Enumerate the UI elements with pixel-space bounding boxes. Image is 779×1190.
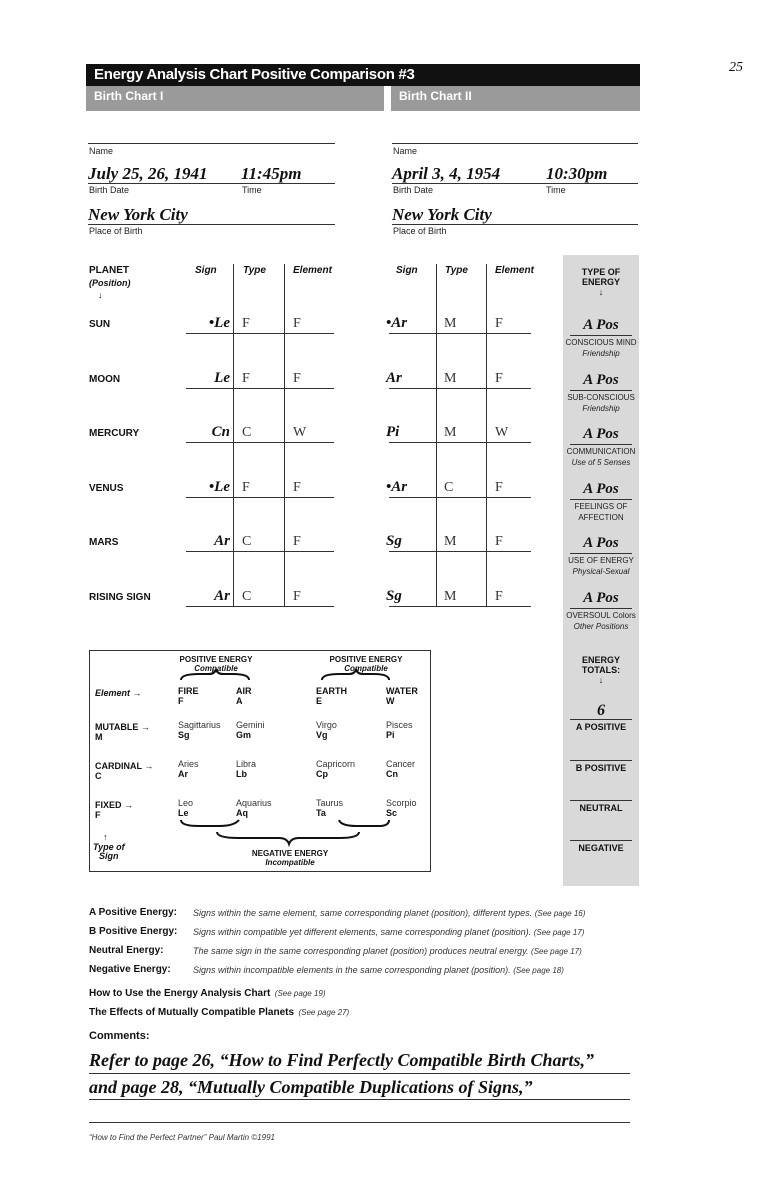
element-cell-1: F bbox=[293, 589, 301, 604]
name-line-2 bbox=[392, 143, 638, 144]
type-cell-2: M bbox=[444, 589, 457, 604]
energy-line bbox=[570, 499, 632, 500]
planet-label: VENUS bbox=[89, 483, 124, 494]
birth-date-1: July 25, 26, 1941 bbox=[88, 164, 208, 183]
type-of-energy-header: TYPE OF ENERGY ↓ bbox=[563, 267, 639, 297]
name-label-2: Name bbox=[393, 146, 418, 156]
col-divider bbox=[233, 264, 234, 606]
right-arrow-icon: → bbox=[144, 761, 154, 771]
comments-label: Comments: bbox=[89, 1030, 150, 1042]
type-cell-1: C bbox=[242, 425, 252, 440]
place-line-1 bbox=[88, 224, 335, 225]
sign-cell-1: Ar bbox=[214, 533, 230, 549]
birth-date-label-2: Birth Date bbox=[393, 185, 434, 195]
right-arrow-icon: → bbox=[132, 688, 142, 698]
zodiac-sign: Taurus Ta bbox=[316, 798, 344, 818]
type-cell-2: M bbox=[444, 316, 457, 331]
type-cell-2: M bbox=[444, 371, 457, 386]
sign-cell-1: •Le bbox=[208, 479, 230, 495]
total-line bbox=[570, 800, 632, 801]
place-2: New York City bbox=[392, 205, 492, 224]
zodiac-sign: Capricorn Cp bbox=[316, 759, 356, 779]
zodiac-sign: Scorpio Sc bbox=[386, 798, 417, 818]
a-positive-total: 6 bbox=[597, 702, 605, 719]
sign-cell-2: Ar bbox=[386, 370, 402, 386]
zodiac-sign: Aquarius Aq bbox=[236, 798, 272, 818]
energy-type: A Pos bbox=[583, 590, 619, 606]
compat-row-label: Element → bbox=[95, 688, 142, 698]
legend-definition: The same sign in the same corresponding planet (position) produces neutral energy. (See page 17) bbox=[193, 946, 582, 956]
row-line bbox=[186, 333, 334, 334]
comment-rule bbox=[89, 1073, 630, 1074]
element-cell-2: F bbox=[495, 480, 503, 495]
element-heading: AIR A bbox=[236, 686, 252, 706]
zodiac-sign: Aries Ar bbox=[178, 759, 199, 779]
col-divider bbox=[436, 264, 437, 606]
zodiac-sign: Virgo Vg bbox=[316, 720, 337, 740]
row-line bbox=[389, 606, 531, 607]
birth-chart-1-label: Birth Chart I bbox=[94, 89, 164, 103]
planet-label: SUN bbox=[89, 319, 111, 330]
right-arrow-icon: → bbox=[124, 800, 134, 810]
planet-label: MERCURY bbox=[89, 428, 140, 439]
type-header-1: Type bbox=[243, 265, 266, 276]
comment-rule bbox=[89, 1122, 630, 1123]
place-label-1: Place of Birth bbox=[89, 226, 143, 236]
energy-type: A Pos bbox=[583, 481, 619, 497]
planet-label: MOON bbox=[89, 374, 121, 385]
sign-cell-1: Cn bbox=[211, 424, 230, 440]
type-cell-1: C bbox=[242, 589, 252, 604]
zodiac-sign: Cancer Cn bbox=[386, 759, 416, 779]
birth-date-line-1 bbox=[88, 183, 335, 184]
compat-row-label: CARDINAL → C bbox=[95, 761, 154, 781]
element-cell-1: F bbox=[293, 534, 301, 549]
birth-date-label-1: Birth Date bbox=[89, 185, 130, 195]
legend-definition: Signs within incompatible elements in the same corresponding planet (position). (See page 18) bbox=[193, 965, 564, 975]
element-cell-1: F bbox=[293, 371, 301, 386]
zodiac-sign: Libra Lb bbox=[236, 759, 257, 779]
row-line bbox=[389, 551, 531, 552]
element-cell-1: W bbox=[293, 425, 307, 440]
down-arrow-icon: ↓ bbox=[598, 675, 604, 685]
energy-type: A Pos bbox=[583, 426, 619, 442]
total-line bbox=[570, 840, 632, 841]
energy-description: SUB-CONSCIOUS Friendship bbox=[567, 393, 635, 413]
place-1: New York City bbox=[88, 205, 188, 224]
down-arrow-icon: ↓ bbox=[598, 287, 604, 297]
element-cell-1: F bbox=[293, 480, 301, 495]
name-line-1 bbox=[88, 143, 335, 144]
element-heading: EARTH E bbox=[316, 686, 347, 706]
element-cell-2: F bbox=[495, 371, 503, 386]
element-cell-1: F bbox=[293, 316, 301, 331]
place-line-2 bbox=[392, 224, 638, 225]
birth-chart-2-label: Birth Chart II bbox=[399, 89, 472, 103]
type-of-sign-label: ↑ Type of Sign bbox=[89, 832, 125, 861]
element-cell-2: F bbox=[495, 316, 503, 331]
zodiac-sign: Sagittarius Sg bbox=[178, 720, 221, 740]
zodiac-sign: Leo Le bbox=[178, 798, 194, 818]
row-line bbox=[186, 551, 334, 552]
negative-label: NEGATIVE bbox=[578, 843, 624, 853]
up-arrow-icon: ↑ bbox=[103, 832, 108, 842]
type-cell-1: C bbox=[242, 534, 252, 549]
negative-energy-label: NEGATIVE ENERGY Incompatible bbox=[251, 849, 329, 867]
sign-cell-2: Sg bbox=[386, 533, 402, 549]
zodiac-sign: Gemini Gm bbox=[236, 720, 265, 740]
sign-cell-1: Le bbox=[214, 370, 230, 386]
sign-cell-2: •Ar bbox=[386, 315, 408, 331]
sign-cell-1: •Le bbox=[208, 315, 230, 331]
birth-date-line-2 bbox=[392, 183, 638, 184]
page-title: Energy Analysis Chart Positive Comparison #3 bbox=[94, 66, 415, 83]
energy-description: FEELINGS OF AFFECTION bbox=[574, 502, 628, 522]
legend-term: Neutral Energy: bbox=[89, 945, 164, 956]
type-cell-1: F bbox=[242, 316, 250, 331]
name-label-1: Name bbox=[89, 146, 114, 156]
legend-definition: Signs within the same element, same corresponding planet (position), different types. (See page 16) bbox=[193, 908, 586, 918]
energy-description: USE OF ENERGY Physical-Sexual bbox=[568, 556, 634, 576]
energy-description: CONSCIOUS MIND Friendship bbox=[565, 338, 637, 358]
energy-description: COMMUNICATION Use of 5 Senses bbox=[566, 447, 636, 467]
row-line bbox=[389, 388, 531, 389]
energy-type: A Pos bbox=[583, 372, 619, 388]
position-header: (Position) bbox=[89, 278, 131, 288]
total-line bbox=[570, 719, 632, 720]
energy-line bbox=[570, 608, 632, 609]
energy-totals-header: ENERGY TOTALS: ↓ bbox=[563, 655, 639, 685]
b-positive-label: B POSITIVE bbox=[575, 763, 627, 773]
place-label-2: Place of Birth bbox=[393, 226, 447, 236]
down-arrow-icon: ↓ bbox=[98, 290, 103, 300]
time-label-1: Time bbox=[242, 185, 262, 195]
energy-line bbox=[570, 390, 632, 391]
title-bar bbox=[86, 64, 640, 86]
comment-line-1: Refer to page 26, “How to Find Perfectly Compatible Birth Charts,” bbox=[89, 1050, 595, 1070]
time-1: 11:45pm bbox=[241, 164, 302, 183]
col-divider bbox=[486, 264, 487, 606]
row-line bbox=[186, 606, 334, 607]
type-cell-2: M bbox=[444, 425, 457, 440]
birth-chart-2-bar bbox=[391, 86, 640, 111]
birth-chart-1-bar bbox=[86, 86, 384, 111]
legend-definition: Signs within compatible yet different elements, same corresponding planet (position). (See page 17) bbox=[193, 927, 585, 937]
col-divider bbox=[284, 264, 285, 606]
energy-line bbox=[570, 444, 632, 445]
comment-rule bbox=[89, 1099, 630, 1100]
element-cell-2: F bbox=[495, 534, 503, 549]
legend-reference: The Effects of Mutually Compatible Planets (See page 27) bbox=[89, 1007, 350, 1018]
positive-energy-label-2: POSITIVE ENERGY Compatible bbox=[329, 655, 403, 673]
row-line bbox=[389, 442, 531, 443]
type-cell-1: F bbox=[242, 480, 250, 495]
footer-credit: “How to Find the Perfect Partner” Paul Martin ©1991 bbox=[89, 1133, 275, 1142]
right-arrow-icon: → bbox=[140, 722, 150, 732]
element-heading: WATER W bbox=[386, 686, 418, 706]
total-line bbox=[570, 760, 632, 761]
sign-cell-2: •Ar bbox=[386, 479, 408, 495]
row-line bbox=[186, 388, 334, 389]
compat-row-label: MUTABLE → M bbox=[95, 722, 150, 742]
sign-cell-2: Sg bbox=[386, 588, 402, 604]
element-header-1: Element bbox=[293, 265, 332, 276]
legend-reference: How to Use the Energy Analysis Chart (See page 19) bbox=[89, 988, 326, 999]
energy-line bbox=[570, 335, 632, 336]
row-line bbox=[389, 497, 531, 498]
page-number: 25 bbox=[729, 60, 743, 75]
neutral-label: NEUTRAL bbox=[579, 803, 623, 813]
sign-cell-1: Ar bbox=[214, 588, 230, 604]
type-header-2: Type bbox=[445, 265, 468, 276]
planet-label: MARS bbox=[89, 537, 119, 548]
type-cell-2: C bbox=[444, 480, 454, 495]
legend-term: A Positive Energy: bbox=[89, 907, 177, 918]
element-cell-2: W bbox=[495, 425, 509, 440]
time-2: 10:30pm bbox=[546, 164, 608, 183]
row-line bbox=[389, 333, 531, 334]
row-line bbox=[186, 442, 334, 443]
sign-header-2: Sign bbox=[396, 265, 418, 276]
compatibility-braces bbox=[89, 650, 429, 870]
energy-line bbox=[570, 553, 632, 554]
legend-term: Negative Energy: bbox=[89, 964, 171, 975]
energy-type: A Pos bbox=[583, 317, 619, 333]
zodiac-sign: Pisces Pi bbox=[386, 720, 413, 740]
planet-header: PLANET bbox=[89, 265, 129, 276]
energy-description: OVERSOUL Colors Other Positions bbox=[566, 611, 636, 631]
element-cell-2: F bbox=[495, 589, 503, 604]
legend-term: B Positive Energy: bbox=[89, 926, 178, 937]
sign-cell-2: Pi bbox=[386, 424, 400, 440]
a-positive-label: A POSITIVE bbox=[575, 722, 627, 732]
type-cell-2: M bbox=[444, 534, 457, 549]
positive-energy-label-1: POSITIVE ENERGY Compatible bbox=[179, 655, 253, 673]
compat-row-label: FIXED → F bbox=[95, 800, 134, 820]
energy-type: A Pos bbox=[583, 535, 619, 551]
time-label-2: Time bbox=[546, 185, 566, 195]
sign-header-1: Sign bbox=[195, 265, 217, 276]
planet-label: RISING SIGN bbox=[89, 592, 151, 603]
element-header-2: Element bbox=[495, 265, 534, 276]
birth-date-2: April 3, 4, 1954 bbox=[392, 164, 501, 183]
element-heading: FIRE F bbox=[178, 686, 199, 706]
row-line bbox=[186, 497, 334, 498]
type-cell-1: F bbox=[242, 371, 250, 386]
comment-line-2: and page 28, “Mutually Compatible Duplications of Signs,” bbox=[89, 1077, 533, 1097]
